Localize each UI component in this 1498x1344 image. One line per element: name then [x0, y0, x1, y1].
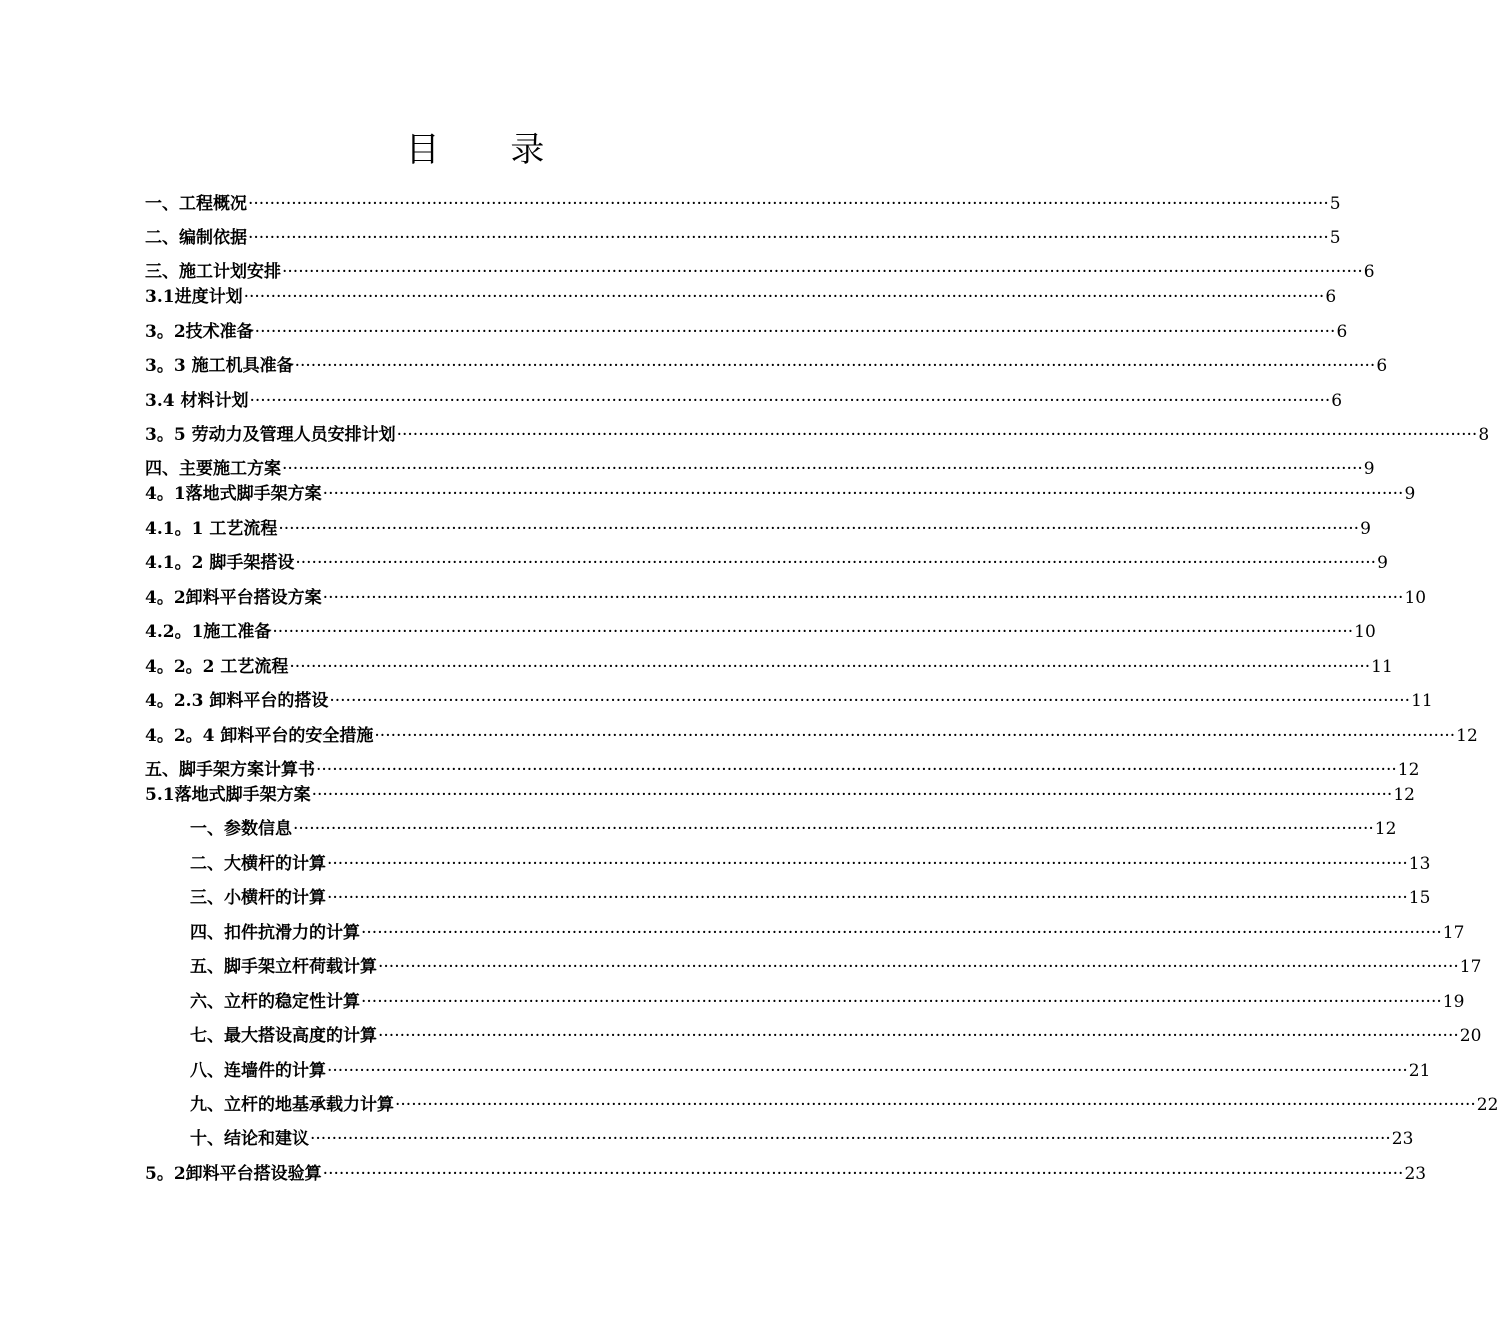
toc-leader-dots: ········································································································································································································	[282, 262, 1363, 282]
toc-entry-page-number: 17	[1459, 957, 1482, 977]
toc-entry-label: 5。2卸料平台搭设验算	[145, 1164, 322, 1184]
toc-entry[interactable]	[145, 689, 1433, 713]
toc-entry-page-number: 9	[1404, 484, 1416, 504]
toc-leader-dots: ········································································································································································································	[378, 1026, 1459, 1046]
toc-entry[interactable]	[145, 482, 1416, 506]
toc-entry-page-number: 12	[1374, 819, 1397, 839]
page-title: 目 录	[405, 130, 575, 170]
toc-entry[interactable]	[145, 724, 1478, 748]
toc-entry[interactable]	[190, 1024, 1482, 1048]
toc-entry[interactable]	[145, 457, 1375, 481]
toc-leader-dots: ········································································································································································································	[249, 391, 1331, 411]
toc-leader-dots: ········································································································································································································	[322, 484, 1404, 504]
toc-leader-dots: ········································································································································································································	[395, 1095, 1476, 1115]
toc-entry-label: 一、参数信息	[190, 819, 292, 839]
toc-entry-label: 4。2.3 卸料平台的搭设	[145, 691, 329, 711]
toc-entry-label: 二、编制依据	[145, 228, 247, 248]
toc-leader-dots: ········································································································································································································	[248, 194, 1329, 214]
toc-entry-label: 九、立杆的地基承载力计算	[190, 1095, 394, 1115]
toc-entry-page-number: 6	[1363, 262, 1375, 282]
toc-leader-dots: ········································································································································································································	[243, 287, 1325, 307]
toc-leader-dots: ········································································································································································································	[378, 957, 1459, 977]
toc-leader-dots: ········································································································································································································	[311, 785, 1393, 805]
toc-leader-dots: ········································································································································································································	[248, 228, 1329, 248]
toc-entry[interactable]	[190, 852, 1431, 876]
toc-entry-label: 4.1。2 脚手架搭设	[145, 553, 295, 573]
toc-entry[interactable]	[190, 886, 1431, 910]
toc-entry-page-number: 5	[1329, 228, 1341, 248]
toc-entry-page-number: 20	[1459, 1026, 1482, 1046]
toc-entry[interactable]	[145, 1162, 1427, 1186]
toc-leader-dots: ········································································································································································································	[322, 1164, 1404, 1184]
toc-entry-page-number: 6	[1376, 356, 1388, 376]
toc-entry[interactable]	[190, 990, 1465, 1014]
toc-entry-page-number: 12	[1393, 785, 1415, 805]
toc-leader-dots: ········································································································································································································	[374, 726, 1456, 746]
toc-leader-dots: ········································································································································································································	[294, 356, 1376, 376]
toc-entry[interactable]	[190, 1127, 1414, 1151]
toc-entry-label: 三、小横杆的计算	[190, 888, 326, 908]
toc-entry-label: 四、扣件抗滑力的计算	[190, 923, 360, 943]
toc-entry[interactable]	[145, 389, 1343, 413]
toc-leader-dots: ········································································································································································································	[278, 519, 1360, 539]
toc-entry-page-number: 9	[1363, 459, 1375, 479]
toc-entry[interactable]	[190, 921, 1465, 945]
toc-entry-label: 七、最大搭设高度的计算	[190, 1026, 377, 1046]
toc-entry-label: 五、脚手架方案计算书	[145, 760, 315, 780]
toc-leader-dots: ········································································································································································································	[293, 819, 1374, 839]
toc-leader-dots: ········································································································································································································	[272, 622, 1354, 642]
toc-leader-dots: ········································································································································································································	[289, 657, 1371, 677]
toc-entry[interactable]	[145, 260, 1375, 284]
toc-entry-label: 五、脚手架立杆荷载计算	[190, 957, 377, 977]
toc-entry-label: 4。2卸料平台搭设方案	[145, 588, 322, 608]
toc-leader-dots: ········································································································································································································	[327, 1061, 1408, 1081]
toc-entry-label: 四、主要施工方案	[145, 459, 281, 479]
toc-leader-dots: ········································································································································································································	[327, 854, 1408, 874]
toc-entry-page-number: 6	[1325, 287, 1337, 307]
toc-leader-dots: ········································································································································································································	[310, 1129, 1391, 1149]
toc-entry-page-number: 13	[1408, 854, 1431, 874]
toc-entry-label: 3。5 劳动力及管理人员安排计划	[145, 425, 396, 445]
toc-entry[interactable]	[145, 783, 1415, 807]
toc-entry-page-number: 12	[1397, 760, 1420, 780]
toc-entry[interactable]	[145, 620, 1376, 644]
toc-entry[interactable]	[190, 1059, 1431, 1083]
toc-leader-dots: ········································································································································································································	[396, 425, 1478, 445]
toc-entry-label: 5.1落地式脚手架方案	[145, 785, 311, 805]
toc-entry[interactable]	[145, 423, 1490, 447]
toc-leader-dots: ········································································································································································································	[282, 459, 1363, 479]
toc-entry-page-number: 9	[1377, 553, 1388, 573]
toc-entry-page-number: 19	[1442, 992, 1465, 1012]
toc-leader-dots: ········································································································································································································	[316, 760, 1397, 780]
toc-entry-page-number: 21	[1408, 1061, 1431, 1081]
toc-entry-label: 4。2。4 卸料平台的安全措施	[145, 726, 374, 746]
toc-entry-page-number: 17	[1442, 923, 1465, 943]
toc-entry-page-number: 23	[1391, 1129, 1414, 1149]
toc-entry[interactable]	[190, 817, 1397, 841]
toc-entry-label: 十、结论和建议	[190, 1129, 309, 1149]
toc-entry[interactable]	[145, 320, 1348, 344]
toc-entry-page-number: 23	[1404, 1164, 1427, 1184]
toc-leader-dots: ········································································································································································································	[322, 588, 1404, 608]
toc-entry-label: 六、立杆的稳定性计算	[190, 992, 360, 1012]
toc-entry-page-number: 6	[1331, 391, 1343, 411]
toc-entry-label: 3。3 施工机具准备	[145, 356, 294, 376]
toc-leader-dots: ········································································································································································································	[327, 888, 1408, 908]
toc-entry-page-number: 10	[1354, 622, 1376, 642]
toc-entry[interactable]	[145, 586, 1427, 610]
toc-leader-dots: ········································································································································································································	[254, 322, 1336, 342]
toc-leader-dots: ········································································································································································································	[361, 992, 1442, 1012]
toc-entry-label: 3.4 材料计划	[145, 391, 249, 411]
toc-entry-page-number: 11	[1411, 691, 1433, 711]
toc-entry[interactable]	[190, 1093, 1498, 1117]
toc-entry-label: 4。2。2 工艺流程	[145, 657, 289, 677]
toc-entry[interactable]	[145, 285, 1337, 309]
toc-entry-label: 二、大横杆的计算	[190, 854, 326, 874]
toc-entry[interactable]	[190, 955, 1482, 979]
toc-entry-label: 3.1进度计划	[145, 287, 243, 307]
toc-entry[interactable]	[145, 354, 1388, 378]
toc-entry-label: 一、工程概况	[145, 194, 247, 214]
toc-entry-label: 八、连墙件的计算	[190, 1061, 326, 1081]
toc-entry-page-number: 22	[1476, 1095, 1498, 1115]
toc-entry-page-number: 8	[1478, 425, 1490, 445]
toc-entry[interactable]	[145, 655, 1393, 679]
toc-entry-label: 4.2。1施工准备	[145, 622, 272, 642]
toc-entry[interactable]	[145, 758, 1420, 782]
toc-entry[interactable]	[145, 226, 1341, 250]
toc-leader-dots: ········································································································································································································	[329, 691, 1411, 711]
toc-entry-page-number: 5	[1329, 194, 1341, 214]
toc-entry-label: 三、施工计划安排	[145, 262, 281, 282]
toc-entry-label: 4.1。1 工艺流程	[145, 519, 278, 539]
toc-leader-dots: ········································································································································································································	[361, 923, 1442, 943]
toc-entry-page-number: 10	[1404, 588, 1427, 608]
toc-entry-label: 3。2技术准备	[145, 322, 254, 342]
toc-entry[interactable]	[145, 551, 1388, 575]
toc-entry-page-number: 12	[1456, 726, 1478, 746]
toc-entry-page-number: 9	[1360, 519, 1371, 539]
toc-leader-dots: ········································································································································································································	[295, 553, 1377, 573]
toc-entry-label: 4。1落地式脚手架方案	[145, 484, 322, 504]
toc-entry-page-number: 11	[1371, 657, 1393, 677]
toc-entry[interactable]	[145, 192, 1341, 216]
toc-entry-page-number: 6	[1336, 322, 1348, 342]
toc-entry[interactable]	[145, 517, 1371, 541]
toc-entry-page-number: 15	[1408, 888, 1431, 908]
